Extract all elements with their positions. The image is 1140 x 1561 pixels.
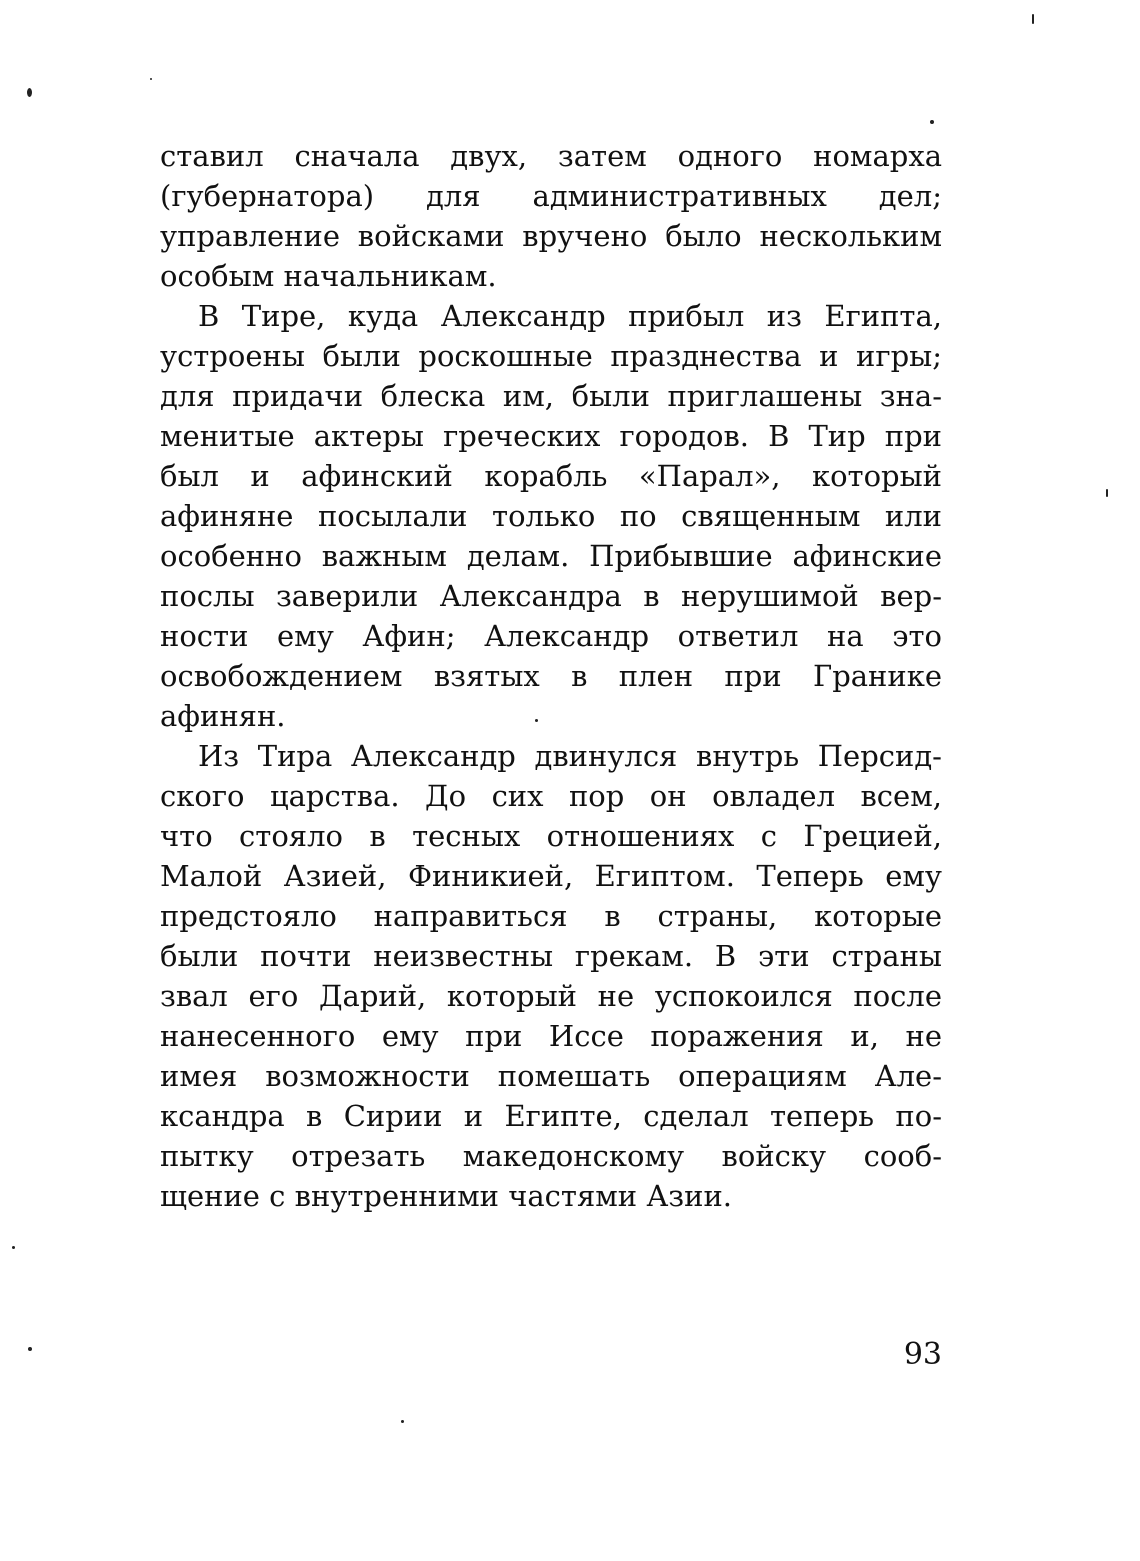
text-line: (губернатора) для административных дел;	[160, 179, 942, 213]
scan-speck	[28, 1347, 32, 1351]
text-line: ставил сначала двух, затем одного номарха	[160, 139, 942, 173]
text-line: нанесенного ему при Иссе поражения и, не	[160, 1019, 942, 1053]
paragraph-3	[160, 736, 942, 1216]
text-line: были почти неизвестны грекам. В эти страны	[160, 939, 942, 973]
text-line: афинян.	[160, 699, 286, 733]
text-line: предстояло направиться в страны, которые	[160, 899, 942, 933]
text-line: что стояло в тесных отношениях с Грецией,	[160, 819, 942, 853]
text-line: устроены были роскошные празднества и игры;	[160, 339, 942, 373]
text-line: звал его Дарий, который не успокоился после	[160, 979, 942, 1013]
scan-speck	[535, 719, 538, 722]
paragraph-2	[160, 296, 942, 736]
text-line: пытку отрезать македонскому войску сооб-	[160, 1139, 942, 1173]
scan-speck	[1106, 489, 1108, 497]
paragraph-1	[160, 136, 942, 296]
text-line: щение с внутренними частями Азии.	[160, 1179, 732, 1213]
text-line: ности ему Афин; Александр ответил на это	[160, 619, 942, 653]
text-line: управление войсками вручено было нескольким	[160, 219, 942, 253]
text-line: для придачи блеска им, были приглашены зна-	[160, 379, 942, 413]
scan-speck	[401, 1420, 404, 1423]
scan-speck	[930, 120, 934, 124]
text-line: послы заверили Александра в нерушимой вер-	[160, 579, 942, 613]
text-line: освобождением взятых в плен при Гранике	[160, 659, 942, 693]
scan-speck	[150, 78, 152, 80]
text-line: Из Тира Александр двинулся внутрь Персид-	[198, 739, 942, 773]
page-number: 93	[903, 1337, 942, 1372]
text-line: особенно важным делам. Прибывшие афинские	[160, 539, 942, 573]
text-line: был и афинский корабль «Парал», который	[160, 459, 942, 493]
text-line: менитые актеры греческих городов. В Тир при	[160, 419, 942, 453]
scan-speck	[27, 88, 32, 97]
text-line: ксандра в Сирии и Египте, сделал теперь по-	[160, 1099, 942, 1133]
scan-speck	[12, 1246, 15, 1249]
text-line: ского царства. До сих пор он овладел всем,	[160, 779, 942, 813]
text-line: В Тире, куда Александр прибыл из Египта,	[198, 299, 942, 333]
text-line: имея возможности помешать операциям Але-	[160, 1059, 942, 1093]
text-line: особым начальникам.	[160, 259, 497, 293]
text-line: Малой Азией, Финикией, Египтом. Теперь ему	[160, 859, 942, 893]
scan-speck	[1032, 14, 1034, 24]
body-text	[160, 136, 942, 1216]
text-line: афиняне посылали только по священным или	[160, 499, 942, 533]
